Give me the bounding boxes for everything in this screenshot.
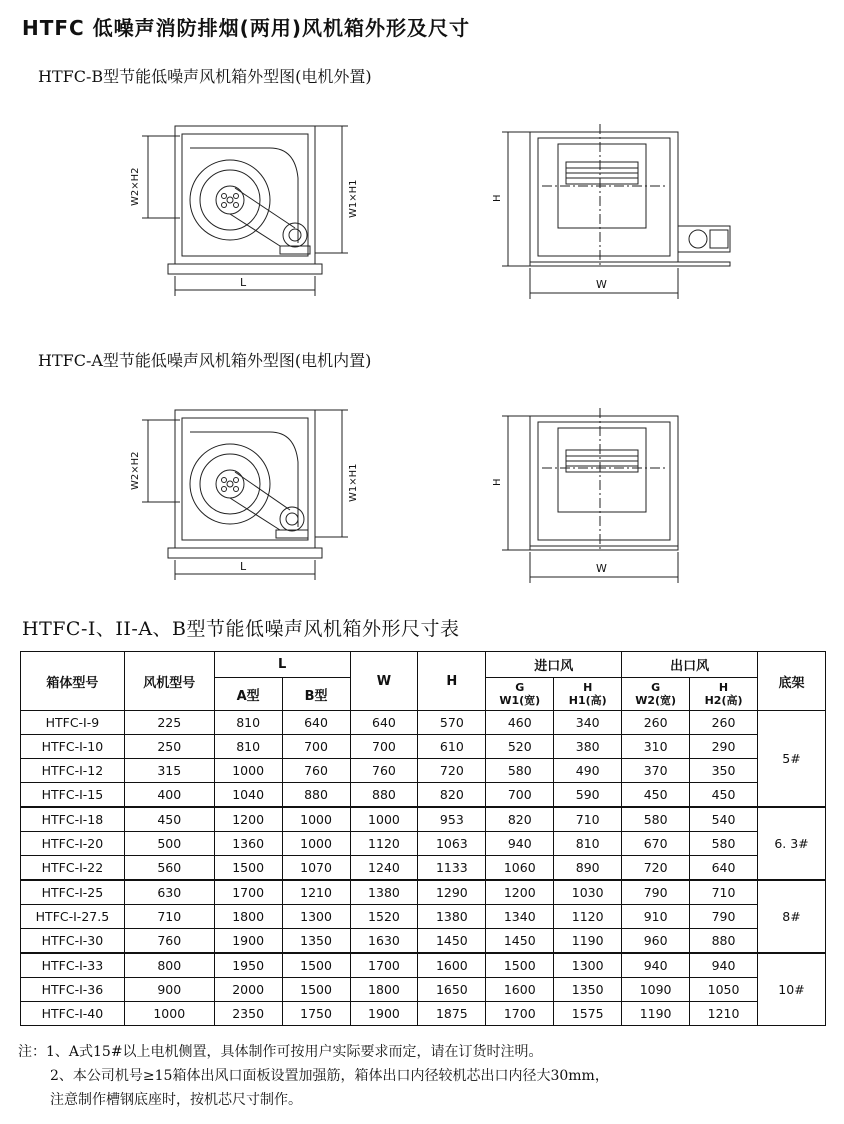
table-cell: 1700 (350, 953, 418, 978)
table-cell: 640 (690, 856, 758, 881)
table-cell: 670 (622, 832, 690, 856)
table-cell: 700 (350, 735, 418, 759)
table-cell: 560 (124, 856, 214, 881)
table-cell: 2000 (214, 978, 282, 1002)
a-front-view-drawing (490, 402, 710, 592)
table-cell: 940 (486, 832, 554, 856)
b-side-l-label: L (240, 276, 247, 289)
header-inlet-h1-label: H1(高) (568, 694, 607, 707)
header-base: 底架 (758, 652, 826, 711)
table-cell: 880 (282, 783, 350, 808)
table-cell: 490 (554, 759, 622, 783)
header-outlet-h2-label: H2(高) (704, 694, 743, 707)
base-cell: 6. 3# (758, 807, 826, 880)
base-cell: 5# (758, 711, 826, 808)
table-cell: 910 (622, 905, 690, 929)
table-cell: 1600 (418, 953, 486, 978)
table-row (21, 759, 826, 783)
table-cell: 590 (554, 783, 622, 808)
header-inlet-g: G (515, 681, 525, 694)
table-cell: 1500 (282, 953, 350, 978)
base-cell: 10# (758, 953, 826, 1026)
table-cell: 1700 (486, 1002, 554, 1026)
table-cell: HTFC-Ⅰ-10 (21, 735, 125, 759)
table-row (21, 929, 826, 954)
table-cell: HTFC-Ⅰ-9 (21, 711, 125, 735)
header-l-a: A型 (214, 678, 282, 711)
table-cell: HTFC-Ⅰ-15 (21, 783, 125, 808)
header-outlet-h: H (718, 681, 729, 694)
table-cell: 250 (124, 735, 214, 759)
table-cell: 1630 (350, 929, 418, 954)
b-front-w-label: W (596, 278, 607, 291)
table-cell: 450 (124, 807, 214, 832)
table-cell: 640 (282, 711, 350, 735)
table-cell: 700 (486, 783, 554, 808)
table-body (21, 711, 826, 1026)
header-l: L (214, 652, 350, 678)
table-cell: HTFC-Ⅰ-33 (21, 953, 125, 978)
a-side-l-label: L (240, 560, 247, 573)
table-cell: 900 (124, 978, 214, 1002)
table-cell: 2350 (214, 1002, 282, 1026)
table-cell: 1700 (214, 880, 282, 905)
table-cell: 1120 (350, 832, 418, 856)
base-cell: 8# (758, 880, 826, 953)
table-cell: 640 (350, 711, 418, 735)
header-outlet-h2 (690, 678, 758, 711)
table-cell: 610 (418, 735, 486, 759)
table-cell: HTFC-Ⅰ-22 (21, 856, 125, 881)
table-cell: 710 (690, 880, 758, 905)
table-cell: 810 (554, 832, 622, 856)
table-cell: 1340 (486, 905, 554, 929)
table-cell: 570 (418, 711, 486, 735)
table-cell: 940 (690, 953, 758, 978)
table-cell: HTFC-Ⅰ-27.5 (21, 905, 125, 929)
header-inlet-h1 (554, 678, 622, 711)
table-cell: 370 (622, 759, 690, 783)
table-cell: 290 (690, 735, 758, 759)
table-cell: 1290 (418, 880, 486, 905)
table-cell: 310 (622, 735, 690, 759)
b-side-h2-label: W2×H2 (130, 167, 141, 206)
table-cell: 1875 (418, 1002, 486, 1026)
section-a-subtitle: HTFC-A型节能低噪声风机箱外型图(电机内置) (38, 351, 372, 370)
table-row (21, 783, 826, 808)
a-front-h-label: H (492, 478, 503, 486)
table-cell: 340 (554, 711, 622, 735)
table-row (21, 880, 826, 905)
table-cell: 1050 (690, 978, 758, 1002)
table-cell: 1300 (282, 905, 350, 929)
table-cell: 953 (418, 807, 486, 832)
table-cell: 1900 (350, 1002, 418, 1026)
table-cell: 1520 (350, 905, 418, 929)
table-row (21, 953, 826, 978)
table-cell: 1200 (214, 807, 282, 832)
table-cell: 880 (350, 783, 418, 808)
table-cell: 500 (124, 832, 214, 856)
table-cell: 710 (124, 905, 214, 929)
a-side-view-drawing (120, 402, 370, 592)
table-cell: 630 (124, 880, 214, 905)
table-cell: 1950 (214, 953, 282, 978)
table-cell: 1000 (214, 759, 282, 783)
table-cell: 1070 (282, 856, 350, 881)
table-cell: 810 (214, 735, 282, 759)
table-cell: 1200 (486, 880, 554, 905)
a-front-w-label: W (596, 562, 607, 575)
table-cell: 720 (622, 856, 690, 881)
table-cell: 880 (690, 929, 758, 954)
table-cell: 1380 (350, 880, 418, 905)
table-cell: 760 (124, 929, 214, 954)
table-cell: 520 (486, 735, 554, 759)
table-cell: HTFC-Ⅰ-12 (21, 759, 125, 783)
table-cell: 800 (124, 953, 214, 978)
table-row (21, 1002, 826, 1026)
a-side-h2-label: W2×H2 (130, 451, 141, 490)
table-cell: 260 (622, 711, 690, 735)
header-outlet: 出口风 (622, 652, 758, 678)
table-cell: HTFC-Ⅰ-30 (21, 929, 125, 954)
table-cell: 1240 (350, 856, 418, 881)
table-cell: HTFC-Ⅰ-18 (21, 807, 125, 832)
table-cell: 260 (690, 711, 758, 735)
table-cell: 1210 (690, 1002, 758, 1026)
table-title: HTFC-I、II-A、B型节能低噪声风机箱外形尺寸表 (22, 618, 460, 640)
table-cell: 540 (690, 807, 758, 832)
header-outlet-w2-label: W2(宽) (635, 694, 677, 707)
table-cell: 1800 (214, 905, 282, 929)
b-front-view-drawing (490, 118, 750, 308)
table-cell: 1190 (554, 929, 622, 954)
page-title: HTFC 低噪声消防排烟(两用)风机箱外形及尺寸 (22, 16, 470, 40)
table-row (21, 807, 826, 832)
table-cell: 1350 (554, 978, 622, 1002)
table-cell: 1063 (418, 832, 486, 856)
header-inlet-h: H (583, 681, 593, 694)
dimension-table (20, 651, 826, 1026)
header-inlet-w1-label: W1(宽) (499, 694, 541, 707)
table-cell: HTFC-Ⅰ-25 (21, 880, 125, 905)
table-cell: 1500 (486, 953, 554, 978)
table-row (21, 832, 826, 856)
table-cell: 1900 (214, 929, 282, 954)
note-line-1: 注：1、A式15#以上电机侧置，具体制作可按用户实际要求而定，请在订货时注明。 (18, 1044, 543, 1060)
table-cell: 580 (622, 807, 690, 832)
table-cell: 1600 (486, 978, 554, 1002)
table-cell: HTFC-Ⅰ-20 (21, 832, 125, 856)
table-cell: 1090 (622, 978, 690, 1002)
table-cell: 1500 (282, 978, 350, 1002)
table-cell: 1750 (282, 1002, 350, 1026)
table-cell: 760 (350, 759, 418, 783)
table-cell: 820 (486, 807, 554, 832)
table-cell: 940 (622, 953, 690, 978)
note-line-3: 注意制作槽钢底座时，按机芯尺寸制作。 (50, 1092, 302, 1108)
table-cell: 1300 (554, 953, 622, 978)
table-cell: 1360 (214, 832, 282, 856)
table-cell: 225 (124, 711, 214, 735)
note-line-2: 2、本公司机号≥15箱体出风口面板设置加强筋，箱体出口内径较机芯出口内径大30mm， (50, 1068, 609, 1084)
table-cell: 1500 (214, 856, 282, 881)
table-cell: 960 (622, 929, 690, 954)
table-cell: 790 (690, 905, 758, 929)
a-side-h1-label: W1×H1 (348, 463, 359, 502)
section-b-subtitle: HTFC-B型节能低噪声风机箱外型图(电机外置) (38, 67, 372, 86)
table-cell: HTFC-Ⅰ-40 (21, 1002, 125, 1026)
table-cell: 720 (418, 759, 486, 783)
table-cell: 580 (486, 759, 554, 783)
table-cell: 1030 (554, 880, 622, 905)
table-cell: 790 (622, 880, 690, 905)
header-h: H (418, 652, 486, 711)
table-cell: 380 (554, 735, 622, 759)
table-cell: 1450 (486, 929, 554, 954)
table-cell: 580 (690, 832, 758, 856)
table-cell: 1000 (124, 1002, 214, 1026)
b-front-h-label: H (492, 194, 503, 202)
table-cell: 1380 (418, 905, 486, 929)
header-outlet-w2 (622, 678, 690, 711)
table-cell: 1575 (554, 1002, 622, 1026)
table-cell: 810 (214, 711, 282, 735)
table-cell: 1060 (486, 856, 554, 881)
header-fan-model: 风机型号 (124, 652, 214, 711)
table-cell: 450 (690, 783, 758, 808)
header-inlet: 进口风 (486, 652, 622, 678)
b-side-view-drawing (120, 118, 370, 308)
table-row (21, 856, 826, 881)
table-cell: 350 (690, 759, 758, 783)
table-cell: 890 (554, 856, 622, 881)
table-cell: 700 (282, 735, 350, 759)
table-cell: 1350 (282, 929, 350, 954)
header-inlet-w1 (486, 678, 554, 711)
table-cell: 1210 (282, 880, 350, 905)
table-cell: 1190 (622, 1002, 690, 1026)
table-cell: 1650 (418, 978, 486, 1002)
table-cell: HTFC-Ⅰ-36 (21, 978, 125, 1002)
table-row (21, 711, 826, 735)
header-box-model: 箱体型号 (21, 652, 125, 711)
table-cell: 400 (124, 783, 214, 808)
table-cell: 1133 (418, 856, 486, 881)
table-cell: 1000 (282, 832, 350, 856)
table-cell: 1000 (350, 807, 418, 832)
table-cell: 710 (554, 807, 622, 832)
table-row (21, 735, 826, 759)
table-cell: 315 (124, 759, 214, 783)
table-row (21, 978, 826, 1002)
table-cell: 1120 (554, 905, 622, 929)
b-side-h1-label: W1×H1 (348, 179, 359, 218)
header-outlet-g: G (651, 681, 661, 694)
table-cell: 1040 (214, 783, 282, 808)
table-cell: 460 (486, 711, 554, 735)
table-cell: 450 (622, 783, 690, 808)
header-w: W (350, 652, 418, 711)
table-cell: 760 (282, 759, 350, 783)
table-cell: 1450 (418, 929, 486, 954)
table-cell: 820 (418, 783, 486, 808)
notes (18, 1040, 609, 1112)
table-row (21, 905, 826, 929)
table-cell: 1800 (350, 978, 418, 1002)
header-l-b: B型 (282, 678, 350, 711)
table-cell: 1000 (282, 807, 350, 832)
